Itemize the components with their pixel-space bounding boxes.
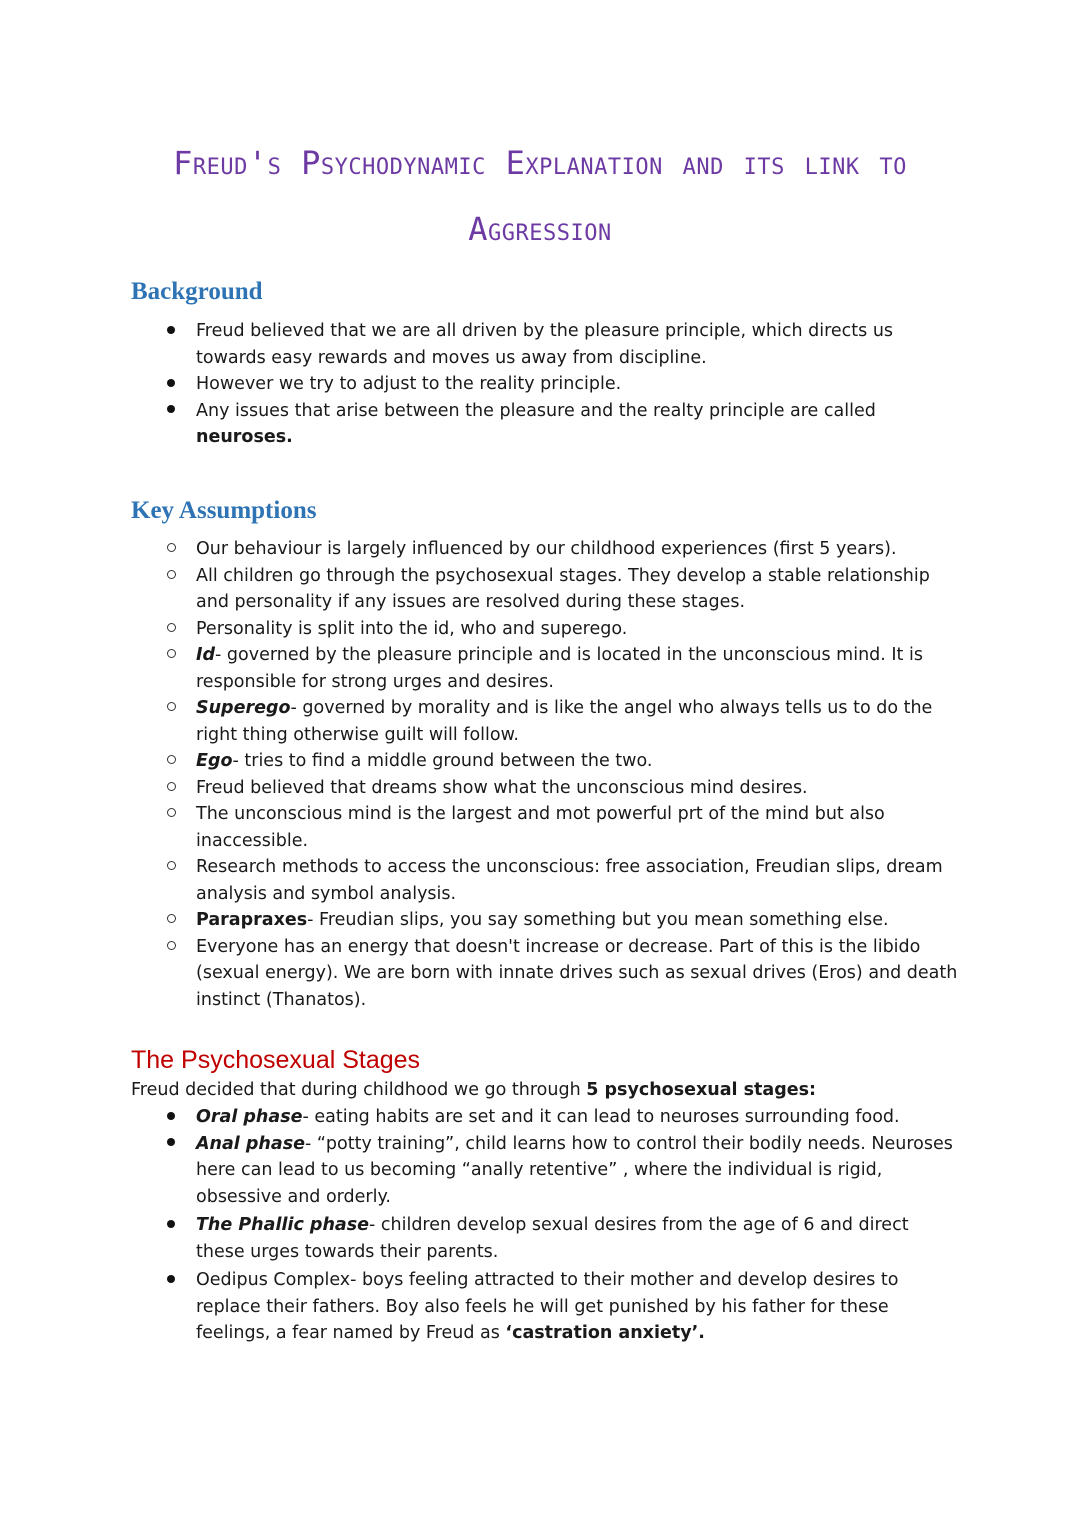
bullet-circle-icon bbox=[167, 623, 176, 632]
document-title bbox=[120, 130, 960, 262]
bullet-circle-icon bbox=[167, 570, 176, 579]
list-item bbox=[0, 642, 960, 695]
bullet-dot-icon bbox=[167, 1275, 175, 1283]
bullet-circle-icon bbox=[167, 941, 176, 950]
key-assumptions-heading: Key Assumptions bbox=[131, 497, 317, 524]
bullet-circle-icon bbox=[167, 543, 176, 552]
bullet-circle-icon bbox=[167, 914, 176, 923]
bullet-dot-icon bbox=[167, 379, 175, 387]
list-item-text: Research methods to access the unconscious: free association, Freudian slips, dream analysis and symbol analysis. bbox=[196, 857, 943, 904]
list-item bbox=[0, 398, 960, 451]
list-item bbox=[0, 318, 960, 371]
list-item-text: Personality is split into the id, who and superego. bbox=[196, 618, 628, 639]
bullet-dot-icon bbox=[167, 1220, 175, 1228]
term-castration-anxiety: ‘castration anxiety’. bbox=[505, 1323, 705, 1343]
list-item bbox=[0, 934, 960, 1014]
list-item-text: Everyone has an energy that doesn't increase or decrease. Part of this is the libido (sexual energy). We are born with innate drives such as sexual drives (Eros) and death instinct (Thanatos). bbox=[196, 936, 958, 1010]
list-item bbox=[0, 1131, 960, 1211]
list-item-text: Freud believed that we are all driven by the pleasure principle, which directs us towards easy rewards and moves us away from discipline. bbox=[196, 321, 894, 368]
term-anal-phase: Anal phase bbox=[196, 1133, 305, 1154]
background-list bbox=[0, 318, 960, 451]
list-item-text: - eating habits are set and it can lead to neuroses surrounding food. bbox=[302, 1107, 900, 1127]
list-item-text: - “potty training”, child learns how to control their bodily needs. Neuroses here can lead to us becoming “anally retentive” , where the individual is rigid, obsessive and orderly. bbox=[196, 1133, 953, 1207]
list-item bbox=[0, 695, 960, 748]
title-line-2: Aggression bbox=[468, 210, 612, 248]
bullet-circle-icon bbox=[167, 649, 176, 658]
list-item bbox=[0, 907, 960, 934]
list-item bbox=[0, 801, 960, 854]
bullet-dot-icon bbox=[167, 1112, 175, 1120]
list-item-text: - governed by the pleasure principle and is located in the unconscious mind. It is responsible for strong urges and desires. bbox=[196, 645, 923, 692]
key-assumptions-list bbox=[0, 536, 960, 1013]
psychosexual-list bbox=[0, 1104, 960, 1347]
background-heading: Background bbox=[131, 278, 263, 305]
term-neuroses: neuroses. bbox=[196, 427, 293, 447]
intro-bold: 5 psychosexual stages: bbox=[586, 1080, 817, 1100]
list-item-text: Oedipus Complex- boys feeling attracted to their mother and develop desires to replace their fathers. Boy also feels he will get punished by his father for these feelings, a fear named by Freud as bbox=[196, 1270, 899, 1343]
psychosexual-intro bbox=[131, 1077, 816, 1104]
bullet-circle-icon bbox=[167, 702, 176, 711]
list-item bbox=[0, 1212, 960, 1265]
title-line-1: Freud's Psychodynamic Explanation and its link to bbox=[173, 144, 907, 182]
bullet-circle-icon bbox=[167, 861, 176, 870]
list-item bbox=[0, 371, 960, 398]
list-item-text: Our behaviour is largely influenced by our childhood experiences (first 5 years). bbox=[196, 539, 897, 559]
list-item-text: Freud believed that dreams show what the unconscious mind desires. bbox=[196, 777, 808, 798]
bullet-circle-icon bbox=[167, 808, 176, 817]
intro-text: Freud decided that during childhood we go through bbox=[131, 1080, 587, 1100]
list-item bbox=[0, 748, 960, 775]
list-item bbox=[0, 616, 960, 643]
list-item bbox=[0, 1104, 960, 1131]
bullet-dot-icon bbox=[167, 326, 175, 334]
list-item-text: - Freudian slips, you say something but you mean something else. bbox=[307, 910, 889, 930]
bullet-dot-icon bbox=[167, 1138, 175, 1146]
list-item-text: - children develop sexual desires from the age of 6 and direct these urges towards their parents. bbox=[196, 1215, 909, 1262]
term-phallic-phase: The Phallic phase bbox=[196, 1215, 369, 1235]
list-item-text: - tries to find a middle ground between the two. bbox=[232, 751, 653, 771]
list-item bbox=[0, 563, 960, 616]
term-parapraxes: Parapraxes bbox=[196, 910, 308, 930]
bullet-circle-icon bbox=[167, 755, 176, 764]
term-ego: Ego bbox=[196, 751, 233, 771]
list-item-text: - governed by morality and is like the angel who always tells us to do the right thing otherwise guilt will follow. bbox=[196, 698, 933, 745]
list-item-text: However we try to adjust to the reality principle. bbox=[196, 374, 622, 394]
psychosexual-heading: The Psychosexual Stages bbox=[131, 1046, 421, 1074]
list-item-text: The unconscious mind is the largest and mot powerful prt of the mind but also inaccessible. bbox=[196, 804, 885, 851]
bullet-circle-icon bbox=[167, 782, 176, 791]
list-item-text: Any issues that arise between the pleasure and the realty principle are called bbox=[196, 400, 876, 421]
list-item-text: All children go through the psychosexual stages. They develop a stable relationship and personality if any issues are resolved during these stages. bbox=[196, 565, 930, 612]
list-item bbox=[0, 854, 960, 907]
term-superego: Superego bbox=[196, 698, 291, 718]
term-id: Id bbox=[196, 645, 216, 665]
list-item bbox=[0, 536, 960, 563]
bullet-dot-icon bbox=[167, 405, 175, 413]
list-item bbox=[0, 775, 960, 802]
term-oral-phase: Oral phase bbox=[196, 1107, 303, 1127]
list-item bbox=[0, 1267, 960, 1347]
